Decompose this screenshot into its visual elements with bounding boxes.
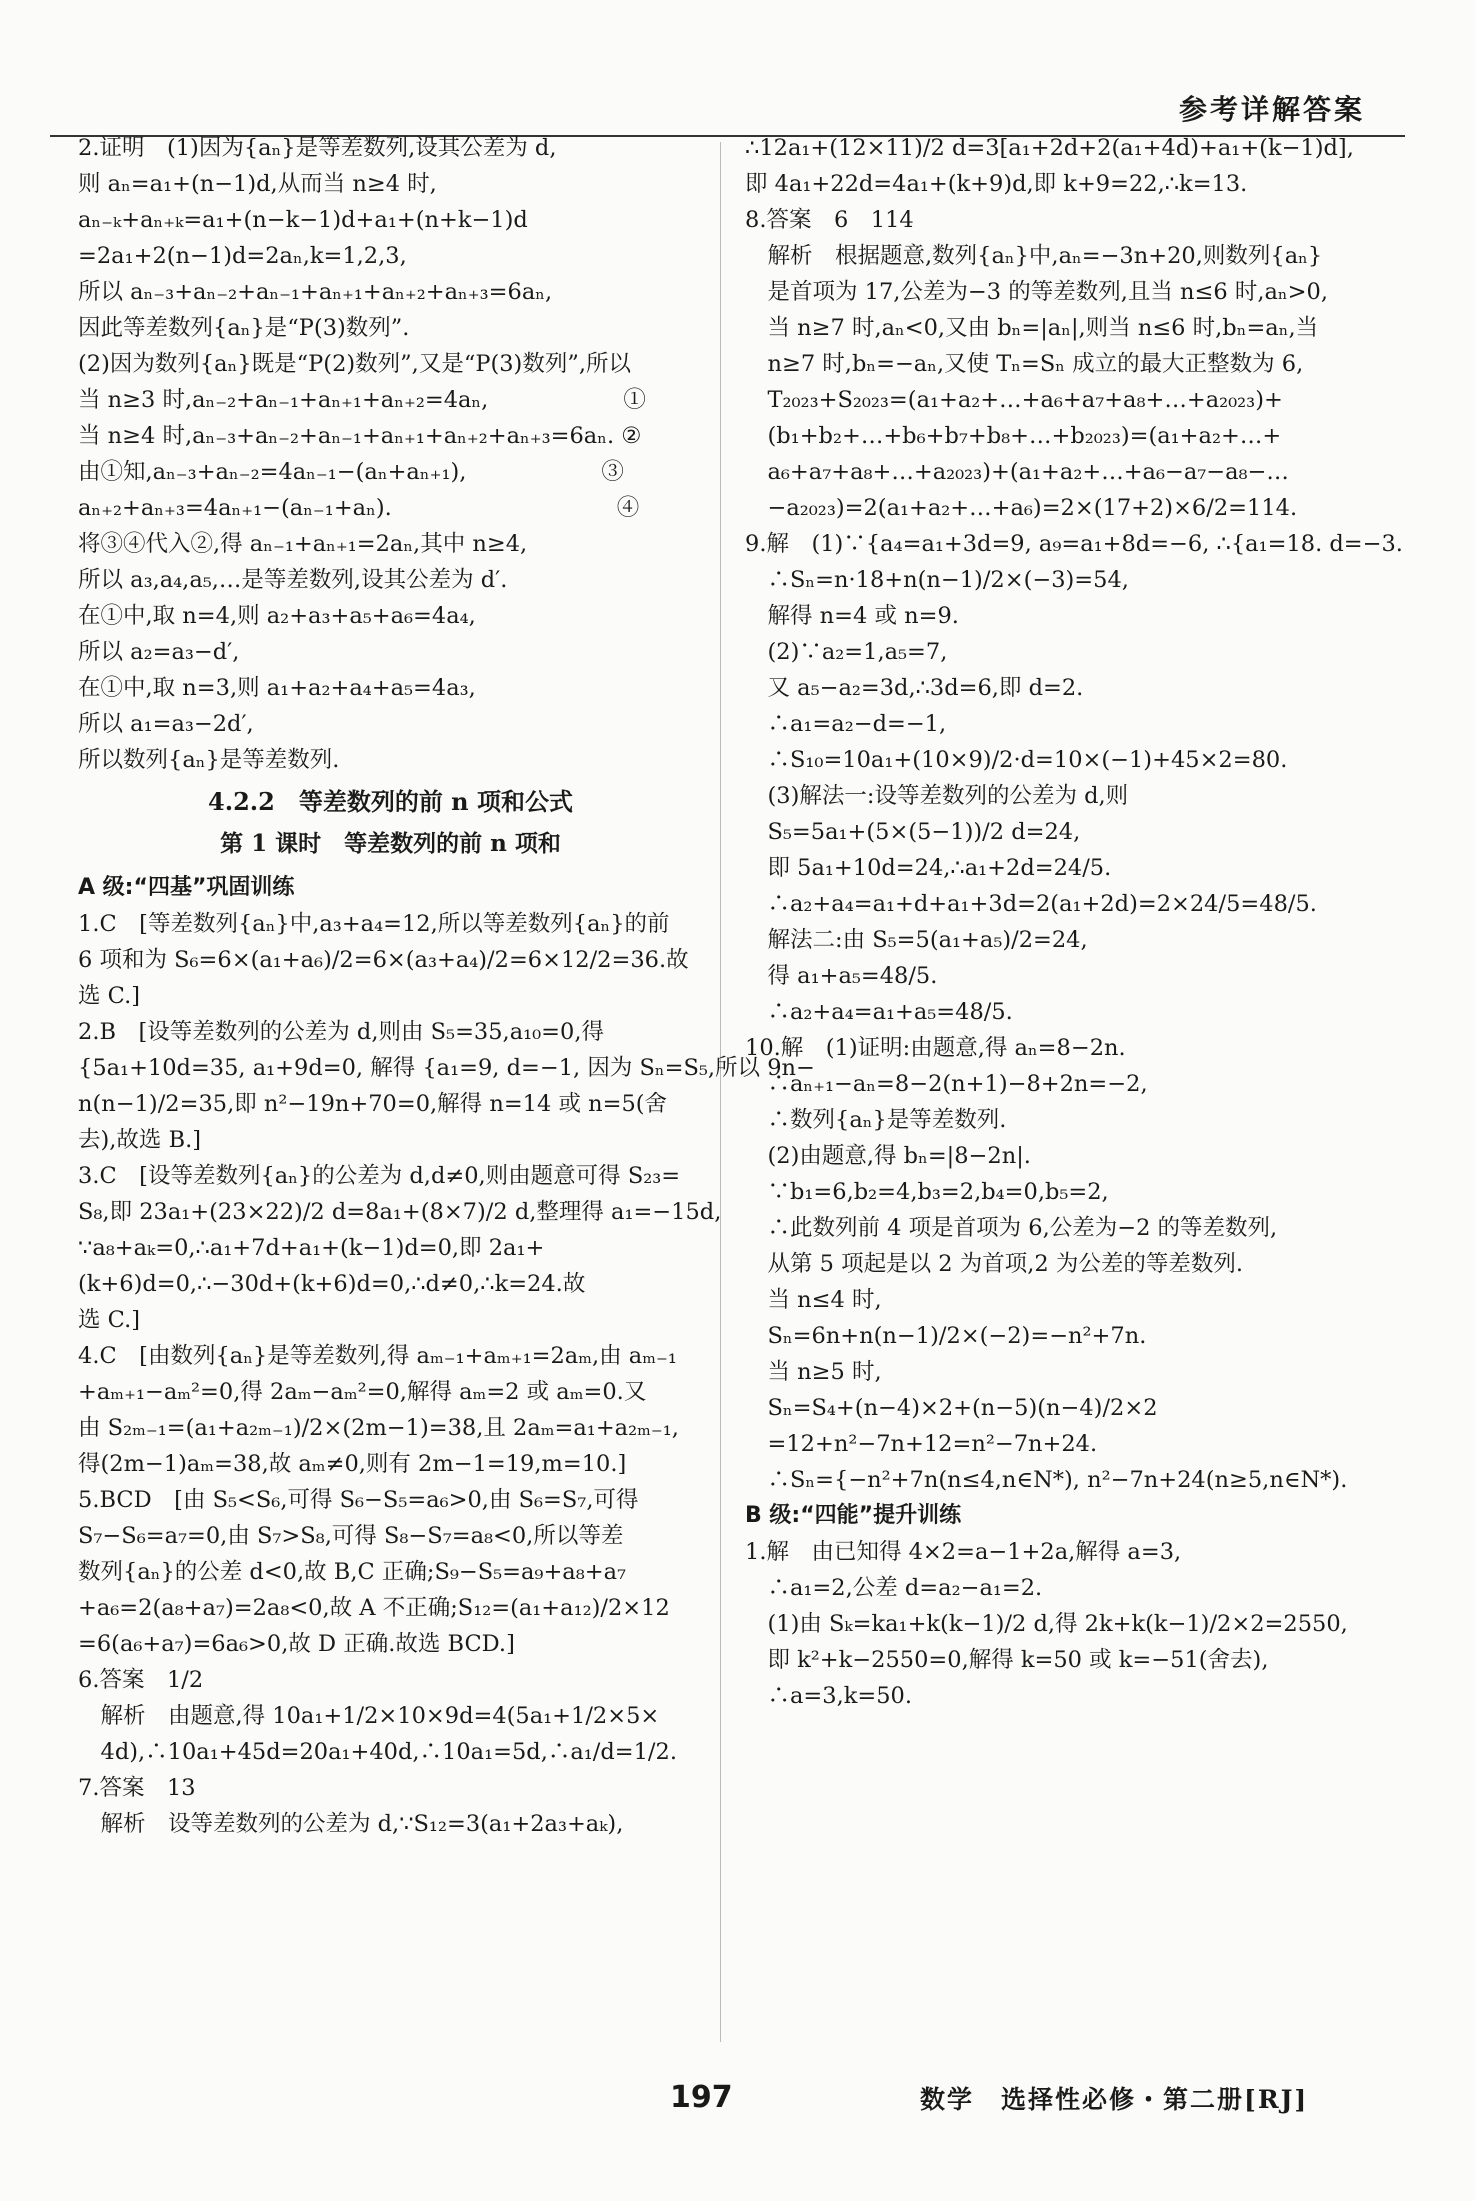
text-line: 6.答案 1/2 [78, 1667, 204, 1693]
text-line: 则 aₙ=a₁+(n−1)d,从而当 n≥4 时, [78, 171, 437, 197]
text-line: 8.答案 6 114 [745, 207, 914, 233]
text-line: 即 k²+k−2550=0,解得 k=50 或 k=−51(舍去), [745, 1647, 1269, 1673]
text-line: (b₁+b₂+…+b₆+b₇+b₈+…+b₂₀₂₃)=(a₁+a₂+…+ [745, 423, 1282, 449]
text-line: 2.证明 (1)因为{aₙ}是等差数列,设其公差为 d, [78, 135, 557, 161]
text-line: =6(a₆+a₇)=6a₆>0,故 D 正确.故选 BCD.] [78, 1631, 515, 1657]
text-line: n(n−1)/2=35,即 n²−19n+70=0,解得 n=14 或 n=5(舍 [78, 1091, 668, 1117]
text-line: ∴S₁₀=10a₁+(10×9)/2·d=10×(−1)+45×2=80. [745, 747, 1288, 773]
text-line: 解析 根据题意,数列{aₙ}中,aₙ=−3n+20,则数列{aₙ} [745, 243, 1323, 269]
text-line: 10.解 (1)证明:由题意,得 aₙ=8−2n. [745, 1035, 1126, 1061]
text-line: 解法二:由 S₅=5(a₁+a₅)/2=24, [745, 927, 1088, 953]
text-line: 当 n≥3 时,aₙ₋₂+aₙ₋₁+aₙ₊₁+aₙ₊₂=4aₙ, ① [78, 387, 646, 413]
text-line: 由①知,aₙ₋₃+aₙ₋₂=4aₙ₋₁−(aₙ+aₙ₊₁), ③ [78, 459, 624, 485]
text-line: 3.C [设等差数列{aₙ}的公差为 d,d≠0,则由题意可得 S₂₃= [78, 1163, 681, 1189]
text-line: 7.答案 13 [78, 1775, 196, 1801]
text-line: 所以 a₃,a₄,a₅,…是等差数列,设其公差为 d′. [78, 567, 508, 593]
text-line: ∴Sₙ={−n²+7n(n≤4,n∈N*), n²−7n+24(n≥5,n∈N*). [745, 1467, 1348, 1493]
text-line: 去),故选 B.] [78, 1127, 202, 1153]
text-line: aₙ₊₂+aₙ₊₃=4aₙ₊₁−(aₙ₋₁+aₙ). ④ [78, 495, 640, 521]
text-line: 4.2.2 等差数列的前 n 项和公式 [208, 787, 573, 816]
text-line: −a₂₀₂₃)=2(a₁+a₂+…+a₆)=2×(17+2)×6/2=114. [745, 495, 1298, 521]
text-line: ∴a₂+a₄=a₁+d+a₁+3d=2(a₁+2d)=2×24/5=48/5. [745, 891, 1317, 917]
text-line: 选 C.] [78, 1307, 140, 1333]
text-line: (k+6)d=0,∴−30d+(k+6)d=0,∴d≠0,∴k=24.故 [78, 1271, 586, 1297]
text-line: 在①中,取 n=3,则 a₁+a₂+a₄+a₅=4a₃, [78, 675, 476, 701]
text-line: S₈,即 23a₁+(23×22)/2 d=8a₁+(8×7)/2 d,整理得 a₁=−15d, [78, 1199, 722, 1225]
text-line: S₇−S₆=a₇=0,由 S₇>S₈,可得 S₈−S₇=a₈<0,所以等差 [78, 1523, 624, 1549]
text-line: ∴数列{aₙ}是等差数列. [745, 1107, 1007, 1133]
text-line: 解析 设等差数列的公差为 d,∵S₁₂=3(a₁+2a₃+aₖ), [78, 1811, 624, 1837]
text-line: ∵a₈+aₖ=0,∴a₁+7d+a₁+(k−1)d=0,即 2a₁+ [78, 1235, 545, 1261]
text-line: +a₆=2(a₈+a₇)=2a₈<0,故 A 不正确;S₁₂=(a₁+a₁₂)/2×12 [78, 1595, 670, 1621]
text-line: ∴a₁=a₂−d=−1, [745, 711, 947, 737]
text-line: 所以 a₁=a₃−2d′, [78, 711, 254, 737]
text-line: aₙ₋ₖ+aₙ₊ₖ=a₁+(n−k−1)d+a₁+(n+k−1)d [78, 207, 528, 233]
page-number: 197 [670, 2080, 733, 2115]
text-line: 当 n≥7 时,aₙ<0,又由 bₙ=|aₙ|,则当 n≤6 时,bₙ=aₙ,当 [745, 315, 1319, 341]
book-title: 数学 选择性必修・第二册[RJ] [920, 2085, 1309, 2114]
text-line: ∴a₁=2,公差 d=a₂−a₁=2. [745, 1575, 1043, 1601]
text-line: 得(2m−1)aₘ=38,故 aₘ≠0,则有 2m−1=19,m=10.] [78, 1451, 627, 1477]
text-line: 即 5a₁+10d=24,∴a₁+2d=24/5. [745, 855, 1112, 881]
text-line: 解析 由题意,得 10a₁+1/2×10×9d=4(5a₁+1/2×5× [78, 1703, 660, 1729]
text-line: T₂₀₂₃+S₂₀₂₃=(a₁+a₂+…+a₆+a₇+a₈+…+a₂₀₂₃)+ [745, 387, 1283, 413]
text-line: 由 S₂ₘ₋₁=(a₁+a₂ₘ₋₁)/2×(2m−1)=38,且 2aₘ=a₁+a₂ₘ₋₁, [78, 1415, 679, 1441]
text-line: Sₙ=6n+n(n−1)/2×(−2)=−n²+7n. [745, 1323, 1147, 1349]
text-line: 所以数列{aₙ}是等差数列. [78, 747, 340, 773]
right-column [745, 130, 1403, 1714]
text-line: 1.C [等差数列{aₙ}中,a₃+a₄=12,所以等差数列{aₙ}的前 [78, 911, 670, 937]
page-header: 参考详解答案 [1178, 93, 1365, 126]
text-line: 在①中,取 n=4,则 a₂+a₃+a₅+a₆=4a₄, [78, 603, 476, 629]
text-line: (2)由题意,得 bₙ=|8−2n|. [745, 1143, 1031, 1169]
text-line: 4d),∴10a₁+45d=20a₁+40d,∴10a₁=5d,∴a₁/d=1/2. [78, 1739, 677, 1765]
text-line: ∴12a₁+(12×11)/2 d=3[a₁+2d+2(a₁+4d)+a₁+(k−1)d], [745, 135, 1354, 161]
text-line: Sₙ=S₄+(n−4)×2+(n−5)(n−4)/2×2 [745, 1395, 1158, 1421]
text-line: 将③④代入②,得 aₙ₋₁+aₙ₊₁=2aₙ,其中 n≥4, [78, 531, 528, 557]
text-line: ∴a₂+a₄=a₁+a₅=48/5. [745, 999, 1013, 1025]
text-line: 当 n≤4 时, [745, 1287, 882, 1313]
text-line: 当 n≥5 时, [745, 1359, 882, 1385]
text-line: =12+n²−7n+12=n²−7n+24. [745, 1431, 1098, 1457]
text-line: (2)∵a₂=1,a₅=7, [745, 639, 948, 665]
text-line: 是首项为 17,公差为−3 的等差数列,且当 n≤6 时,aₙ>0, [745, 279, 1328, 305]
text-line: 6 项和为 S₆=6×(a₁+a₆)/2=6×(a₃+a₄)/2=6×12/2=36.故 [78, 947, 689, 973]
text-line: (2)因为数列{aₙ}既是“P(2)数列”,又是“P(3)数列”,所以 [78, 351, 631, 377]
text-line: ∴此数列前 4 项是首项为 6,公差为−2 的等差数列, [745, 1215, 1278, 1241]
text-line: 2.B [设等差数列的公差为 d,则由 S₅=35,a₁₀=0,得 [78, 1019, 604, 1045]
text-line: ∵b₁=6,b₂=4,b₃=2,b₄=0,b₅=2, [745, 1179, 1109, 1205]
text-line: S₅=5a₁+(5×(5−1))/2 d=24, [745, 819, 1081, 845]
text-line: ∴Sₙ=n·18+n(n−1)/2×(−3)=54, [745, 567, 1129, 593]
text-line: 从第 5 项起是以 2 为首项,2 为公差的等差数列. [745, 1251, 1244, 1277]
text-line: 4.C [由数列{aₙ}是等差数列,得 aₘ₋₁+aₘ₊₁=2aₘ,由 aₘ₋₁ [78, 1343, 677, 1369]
text-line: 第 1 课时 等差数列的前 n 项和 [220, 830, 561, 857]
text-line: 选 C.] [78, 983, 140, 1009]
text-line: a₆+a₇+a₈+…+a₂₀₂₃)+(a₁+a₂+…+a₆−a₇−a₈−… [745, 459, 1289, 485]
text-line: 解得 n=4 或 n=9. [745, 603, 959, 629]
text-line: 又 a₅−a₂=3d,∴3d=6,即 d=2. [745, 675, 1084, 701]
text-line: 所以 aₙ₋₃+aₙ₋₂+aₙ₋₁+aₙ₊₁+aₙ₊₂+aₙ₊₃=6aₙ, [78, 279, 553, 305]
text-line: ∴aₙ₊₁−aₙ=8−2(n+1)−8+2n=−2, [745, 1071, 1148, 1097]
text-line: =2a₁+2(n−1)d=2aₙ,k=1,2,3, [78, 243, 407, 269]
text-line: 所以 a₂=a₃−d′, [78, 639, 240, 665]
text-line: B 级:“四能”提升训练 [745, 1503, 962, 1528]
text-line: 1.解 由已知得 4×2=a−1+2a,解得 a=3, [745, 1539, 1182, 1565]
text-line: {5a₁+10d=35, a₁+9d=0, 解得 {a₁=9, d=−1, 因为 Sₙ=S₅,所以 9n− [78, 1055, 815, 1081]
text-line: 当 n≥4 时,aₙ₋₃+aₙ₋₂+aₙ₋₁+aₙ₊₁+aₙ₊₂+aₙ₊₃=6aₙ. ② [78, 423, 642, 449]
text-line: 因此等差数列{aₙ}是“P(3)数列”. [78, 315, 410, 341]
text-line: +aₘ₊₁−aₘ²=0,得 2aₘ−aₘ²=0,解得 aₘ=2 或 aₘ=0.又 [78, 1379, 647, 1405]
text-line: ∴a=3,k=50. [745, 1683, 913, 1709]
text-line: 9.解 (1)∵{a₄=a₁+3d=9, a₉=a₁+8d=−6, ∴{a₁=18. d=−3. [745, 531, 1403, 557]
text-line: (3)解法一:设等差数列的公差为 d,则 [745, 783, 1129, 809]
text-line: A 级:“四基”巩固训练 [78, 875, 295, 900]
text-line: 5.BCD [由 S₅<S₆,可得 S₆−S₅=a₆>0,由 S₆=S₇,可得 [78, 1487, 639, 1513]
column-divider [720, 142, 721, 2042]
text-line: 得 a₁+a₅=48/5. [745, 963, 938, 989]
text-line: 数列{aₙ}的公差 d<0,故 B,C 正确;S₉−S₅=a₉+a₈+a₇ [78, 1559, 627, 1585]
text-line: n≥7 时,bₙ=−aₙ,又使 Tₙ=Sₙ 成立的最大正整数为 6, [745, 351, 1304, 377]
text-line: (1)由 Sₖ=ka₁+k(k−1)/2 d,得 2k+k(k−1)/2×2=2550, [745, 1611, 1348, 1637]
text-line: 即 4a₁+22d=4a₁+(k+9)d,即 k+9=22,∴k=13. [745, 171, 1248, 197]
